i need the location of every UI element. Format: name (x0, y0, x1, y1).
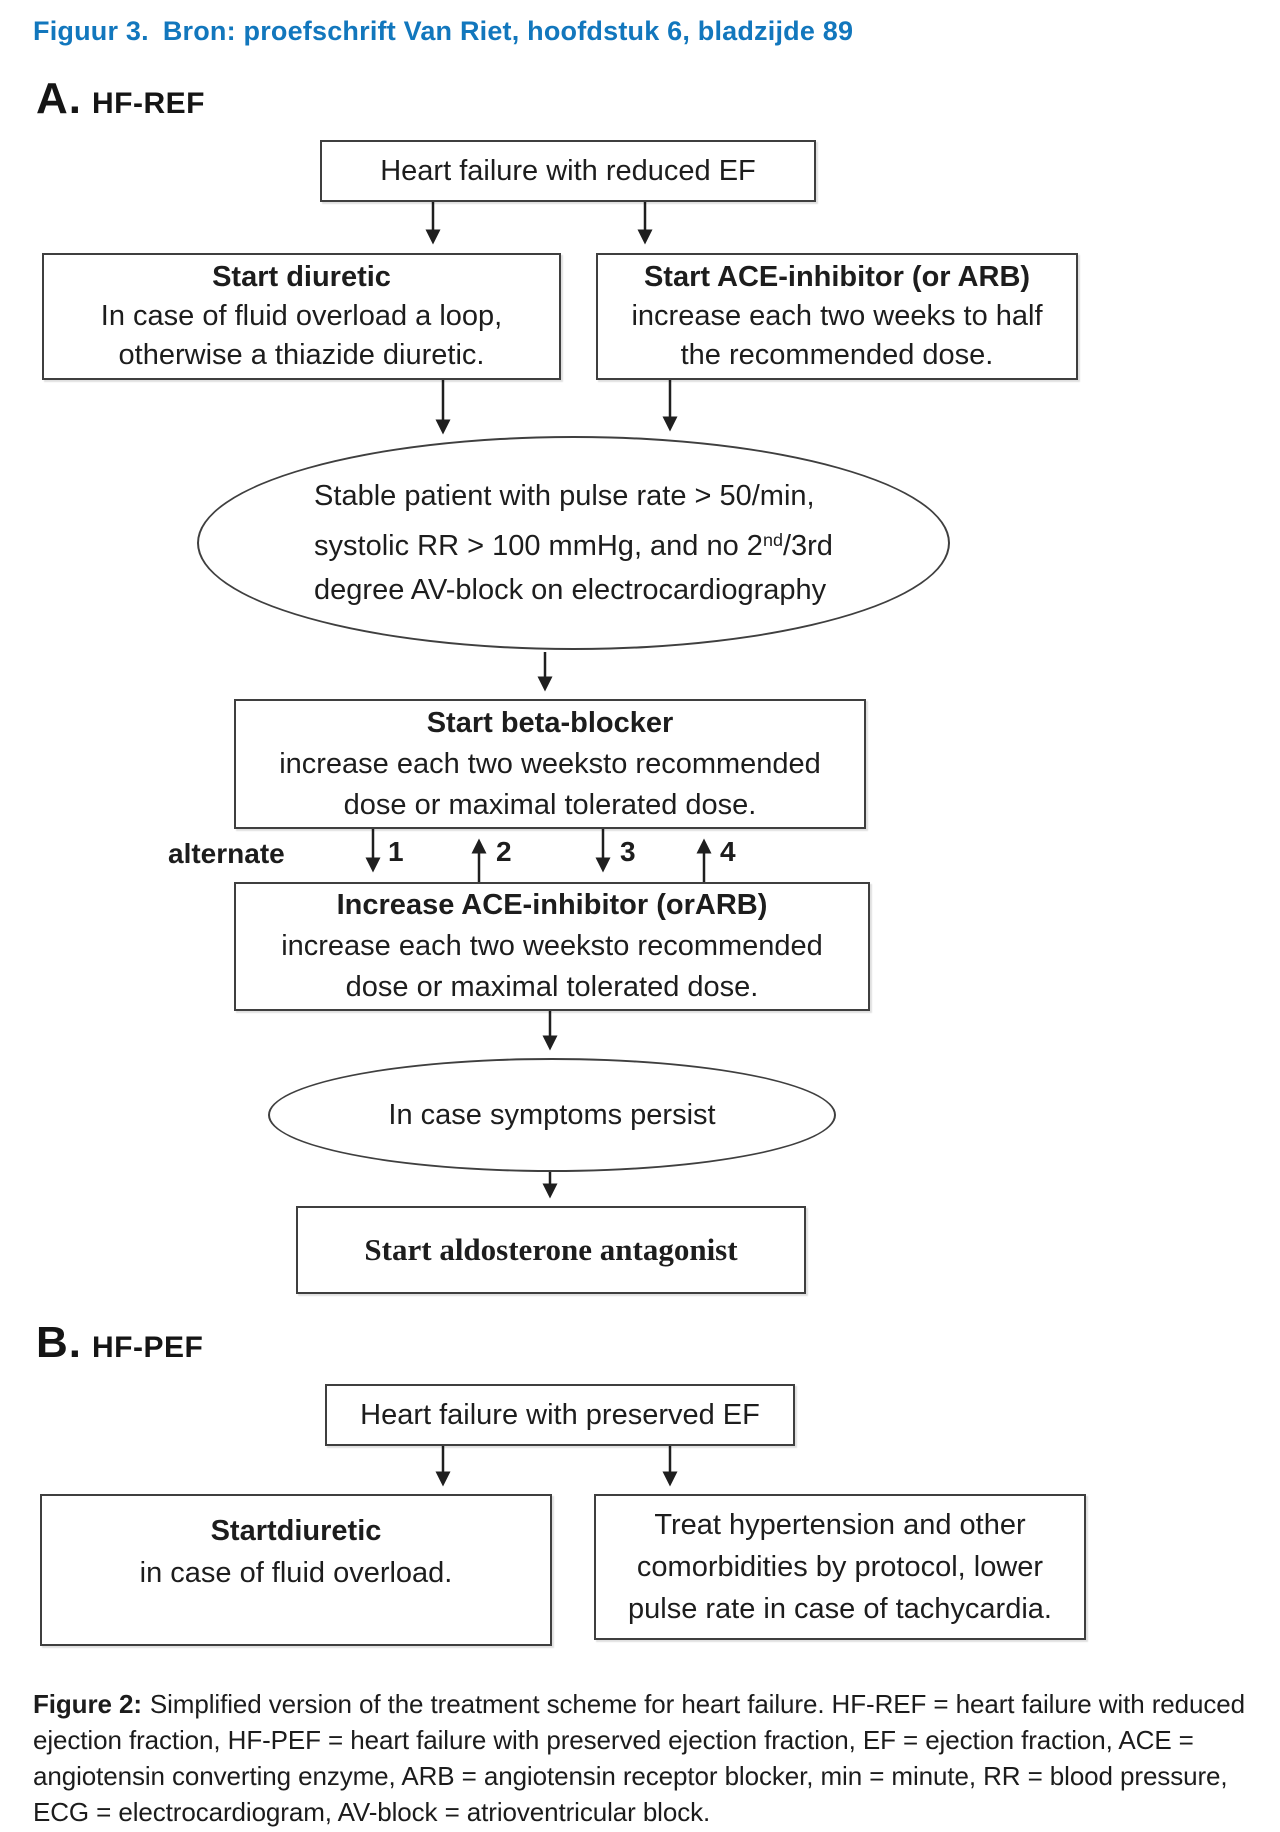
node-hf-preserved-ef (325, 1384, 795, 1446)
node-hf-preserved-ef-text: Heart failure with preserved EF (360, 1399, 760, 1431)
node-beta-line2: dose or maximal tolerated dose. (343, 788, 757, 821)
node-beta-title: Start beta-blocker (426, 706, 674, 739)
node-hypertension-line2: comorbidities by protocol, lower (636, 1551, 1044, 1583)
section-b-label (36, 1318, 203, 1368)
section-a-name: HF-REF (92, 87, 205, 120)
node-start-beta-blocker (234, 699, 866, 829)
stable-ellipse-line2-sup: nd (762, 530, 783, 550)
node-start-aldosterone-antagonist (296, 1206, 806, 1294)
stable-ellipse-line2-pre: systolic RR > 100 mmHg, and no 2 (314, 530, 763, 562)
node-stable-patient-condition (197, 436, 950, 650)
node-hypertension-line1: Treat hypertension and other (654, 1509, 1026, 1541)
node-start-diuretic-line2: otherwise a thiazide diuretic. (118, 339, 485, 371)
node-treat-hypertension (594, 1494, 1086, 1640)
arrow-number-1: 1 (388, 836, 404, 867)
node-hypertension-line3: pulse rate in case of tachycardia. (628, 1593, 1052, 1625)
figure-caption-text: Simplified version of the treatment scheme for heart failure. HF-REF = heart failure with reduced ejection fraction, HF-PEF = heart failure with preserved ejection fraction, EF = ejection fraction, ACE = angiotensin converting enzyme, ARB = angiotensin receptor blocker, min = minute, RR = blood pressure, ECG = electrocardiogram, AV-block = atrioventricular block. (33, 1689, 1245, 1827)
node-b-diuretic-title: Startdiuretic (210, 1515, 382, 1547)
stable-ellipse-line1: Stable patient with pulse rate > 50/min, (314, 480, 815, 512)
section-a-label (36, 74, 205, 124)
node-start-ace-line1: increase each two weeks to half (631, 300, 1043, 332)
arrow-number-3: 3 (620, 836, 636, 867)
node-increase-ace-inhibitor (234, 882, 870, 1011)
node-increase-ace-line2: dose or maximal tolerated dose. (345, 971, 759, 1003)
node-start-ace-line2: the recommended dose. (680, 339, 994, 371)
stable-ellipse-line2 (314, 518, 833, 568)
arrow-number-4: 4 (720, 836, 736, 867)
arrow-number-2: 2 (496, 836, 512, 867)
stable-ellipse-line2-post: /3rd (782, 530, 833, 562)
node-increase-ace-title: Increase ACE-inhibitor (orARB) (336, 889, 768, 921)
section-b-letter: B. (36, 1318, 82, 1367)
node-hf-reduced-ef-text: Heart failure with reduced EF (380, 155, 756, 187)
figure-caption (33, 1686, 1261, 1830)
stable-ellipse-line3: degree AV-block on electrocardiography (314, 574, 827, 606)
figure-title (33, 16, 853, 47)
section-a-letter: A. (36, 74, 82, 123)
alternate-label: alternate (168, 838, 285, 869)
node-start-diuretic-line1: In case of fluid overload a loop, (100, 300, 503, 332)
node-b-start-diuretic (40, 1494, 552, 1646)
node-hf-reduced-ef (320, 140, 816, 202)
node-start-diuretic (42, 253, 561, 380)
node-aldosterone-text: Start aldosterone antagonist (364, 1232, 738, 1267)
node-symptoms-persist-text: In case symptoms persist (388, 1099, 716, 1131)
figure-caption-label: Figure 2: (33, 1689, 142, 1719)
section-b-name: HF-PEF (92, 1331, 204, 1364)
node-start-ace-inhibitor (596, 253, 1078, 380)
node-beta-line1: increase each two weeksto recommended (279, 747, 821, 780)
node-start-ace-title: Start ACE-inhibitor (or ARB) (643, 261, 1031, 293)
node-start-diuretic-title: Start diuretic (212, 261, 391, 293)
figure-title-source: Bron: proefschrift Van Riet, hoofdstuk 6, bladzijde 89 (162, 16, 854, 46)
node-b-diuretic-line1: in case of fluid overload. (139, 1557, 453, 1589)
node-increase-ace-line1: increase each two weeksto recommended (281, 930, 823, 962)
figure-title-number: Figuur 3. (33, 16, 149, 46)
node-symptoms-persist (268, 1058, 836, 1172)
